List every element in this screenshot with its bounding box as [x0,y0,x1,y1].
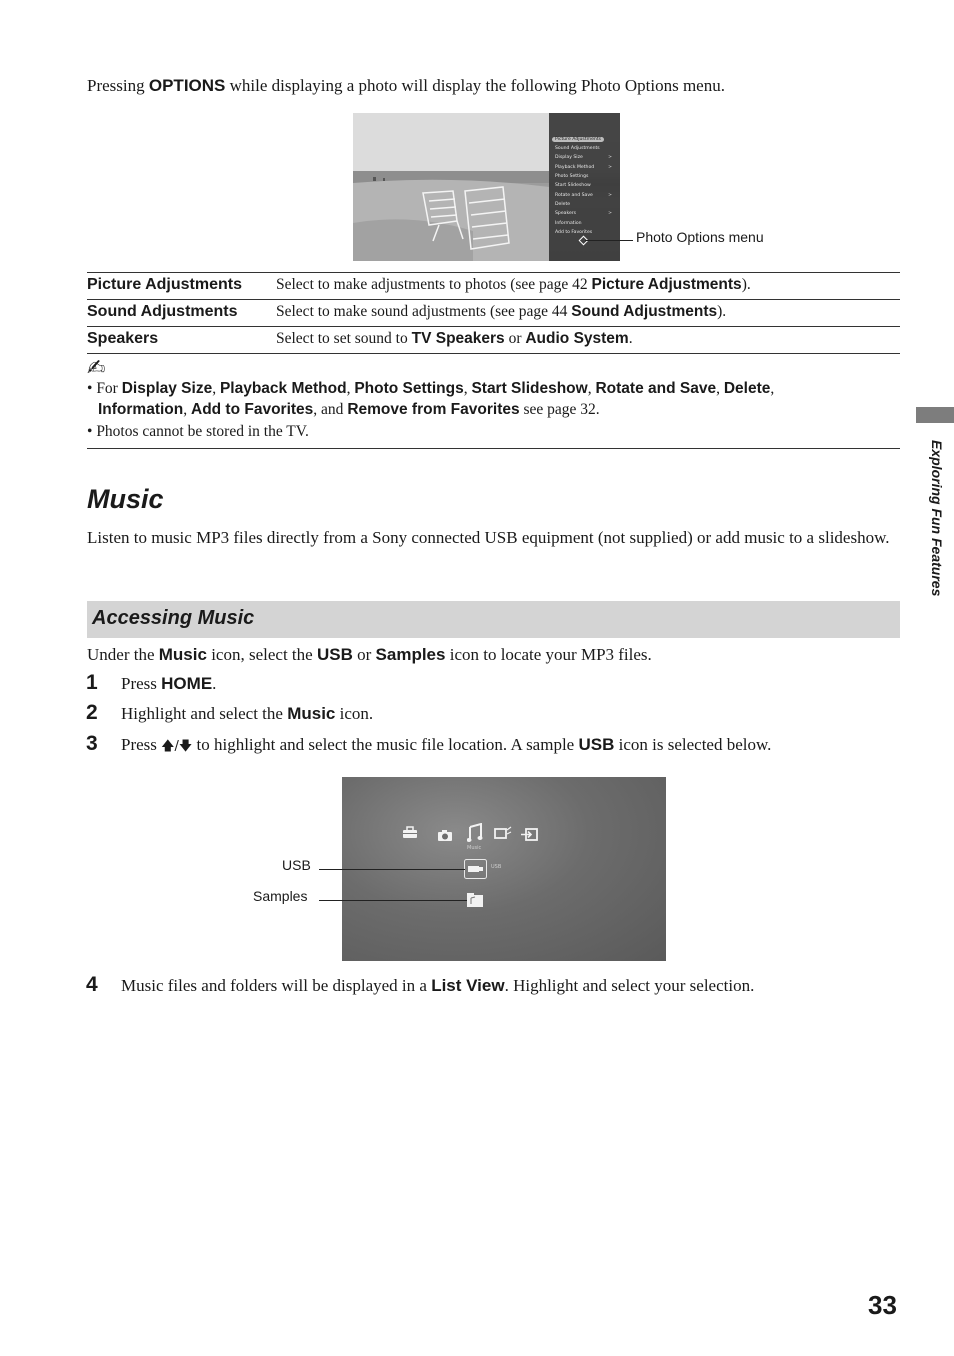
menu-item-picture-adjustments[interactable]: Picture Adjustments [552,137,604,142]
beach-photo [353,113,549,261]
note-line-2: Information, Add to Favorites, and Remove from Favorites see page 32. [98,401,600,418]
note-line-3: • Photos cannot be stored in the TV. [87,423,309,440]
note-divider [87,448,900,449]
submenu-arrow-icon: > [608,165,612,170]
menu-item-playback-method[interactable]: Playback Method [555,165,595,170]
menu-item-start-slideshow[interactable]: Start Slideshow [555,183,591,188]
row-description: Select to make adjustments to photos (see page 42 Picture Adjustments). [276,276,751,293]
options-key: OPTIONS [148,76,226,95]
step-text: Press 🡅/🡇 to highlight and select the music file location. A sample USB icon is selected below. [121,735,772,754]
table-row [87,326,900,354]
step-text: Press HOME. [121,674,217,693]
samples-callout-line [319,900,467,901]
music-intro: Listen to music MP3 files directly from a Sony connected USB equipment (not supplied) or add music to a slideshow. [87,528,890,547]
usb-caption: USB [491,864,502,870]
submenu-arrow-icon: > [608,193,612,198]
menu-item-photo-settings[interactable]: Photo Settings [555,174,589,179]
row-description: Select to set sound to TV Speakers or Audio System. [276,330,633,347]
menu-item-sound-adjustments[interactable]: Sound Adjustments [555,146,600,151]
note-line-1: • For Display Size, Playback Method, Photo Settings, Start Slideshow, Rotate and Save, Delete, [87,380,775,397]
camera-icon [437,827,453,846]
menu-item-display-size[interactable]: Display Size [555,155,583,160]
options-table [87,272,900,354]
step-number: 2 [86,701,98,724]
accessing-music-bar [87,601,900,638]
table-row [87,299,900,326]
usb-callout-line [319,869,465,870]
section-tab-marker [916,407,954,423]
input-icon [520,826,538,845]
menu-item-information[interactable]: Information [555,221,582,226]
step-text: Highlight and select the Music icon. [121,704,374,723]
row-name: Sound Adjustments [87,303,238,320]
usb-label: USB [282,857,311,873]
callout-line [585,240,633,241]
note-pencil-icon: ✍ [87,356,106,381]
intro-paragraph [87,76,725,96]
row-description: Select to make sound adjustments (see page 44 Sound Adjustments). [276,303,727,320]
accessing-music-heading: Accessing Music [92,607,255,629]
page-number: 33 [868,1290,897,1320]
usb-icon[interactable] [464,859,487,883]
music-caption: Music [467,845,482,851]
menu-item-rotate-and-save[interactable]: Rotate and Save [555,193,593,198]
samples-folder-icon[interactable] [466,893,484,912]
video-icon [494,825,512,844]
table-row [87,272,900,299]
menu-item-add-to-favorites[interactable]: Add to Favorites [555,230,593,235]
music-note-icon[interactable] [467,823,483,847]
row-name: Speakers [87,330,159,347]
row-name: Picture Adjustments [87,276,242,293]
step-text: Music files and folders will be displayed in a List View. Highlight and select your selection. [121,976,755,995]
photo-options-callout-label: Photo Options menu [636,229,764,245]
under-music-text: Under the Music icon, select the USB or Samples icon to locate your MP3 files. [87,645,652,664]
music-heading: Music [87,484,164,514]
submenu-arrow-icon: > [608,211,612,216]
menu-item-speakers[interactable]: Speakers [555,211,577,216]
step-number: 1 [86,671,98,694]
intro-text-end: while displaying a photo will display the following Photo Options menu. [225,76,725,95]
step-number: 4 [86,973,98,996]
step-number: 3 [86,732,98,755]
briefcase-icon [402,826,418,843]
up-down-arrow-icon: 🡅/🡇 [161,739,193,754]
section-side-label: Exploring Fun Features [929,440,945,597]
submenu-arrow-icon: > [608,155,612,160]
menu-item-delete[interactable]: Delete [555,202,571,207]
samples-label: Samples [253,888,308,904]
intro-text: Pressing [87,76,149,95]
